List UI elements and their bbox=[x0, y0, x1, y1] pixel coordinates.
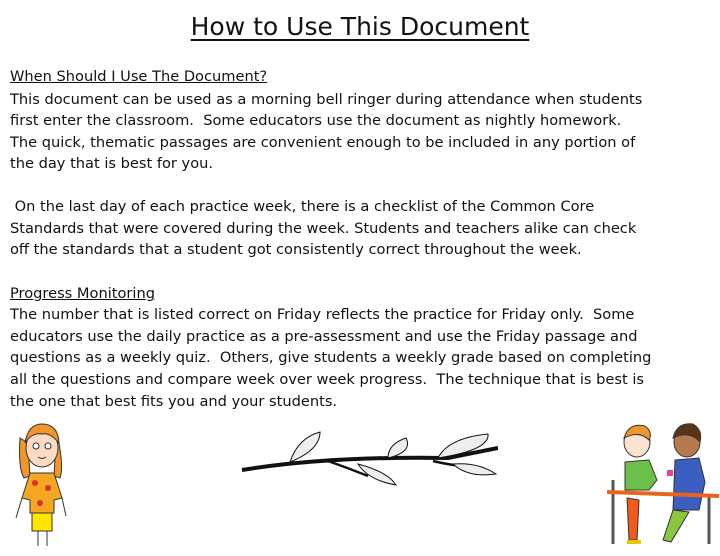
paragraph-line: first enter the classroom. Some educators use the document as nightly homework. bbox=[10, 112, 622, 129]
paragraph-line: On the last day of each practice week, there is a checklist of the Common Core bbox=[10, 198, 595, 215]
paragraph-line: The number that is listed correct on Friday reflects the practice for Friday only. Some bbox=[10, 306, 635, 323]
paragraph-line: This document can be used as a morning bell ringer during attendance when students bbox=[10, 91, 643, 108]
paragraph-line: questions as a weekly quiz. Others, give students a weekly grade based on completing bbox=[10, 349, 652, 366]
children-at-table-illustration bbox=[607, 420, 719, 550]
paragraph-line: educators use the daily practice as a pre-assessment and use the Friday passage and bbox=[10, 328, 638, 345]
paragraph-line: off the standards that a student got consistently correct throughout the week. bbox=[10, 241, 582, 258]
girl-illustration bbox=[10, 418, 75, 548]
section-heading: Progress Monitoring bbox=[10, 285, 155, 302]
page-title: How to Use This Document bbox=[190, 12, 530, 41]
paragraph-line: The quick, thematic passages are convenient enough to be included in any portion of bbox=[10, 134, 636, 151]
paragraph-line: all the questions and compare week over week progress. The technique that is best is bbox=[10, 371, 645, 388]
paragraph-line: Standards that were covered during the week. Students and teachers alike can check bbox=[10, 220, 637, 237]
branch-illustration bbox=[238, 428, 498, 498]
section-heading: When Should I Use The Document? bbox=[10, 68, 268, 85]
paragraph-line: the one that best fits you and your students. bbox=[10, 393, 338, 410]
paragraph-line: the day that is best for you. bbox=[10, 155, 214, 172]
